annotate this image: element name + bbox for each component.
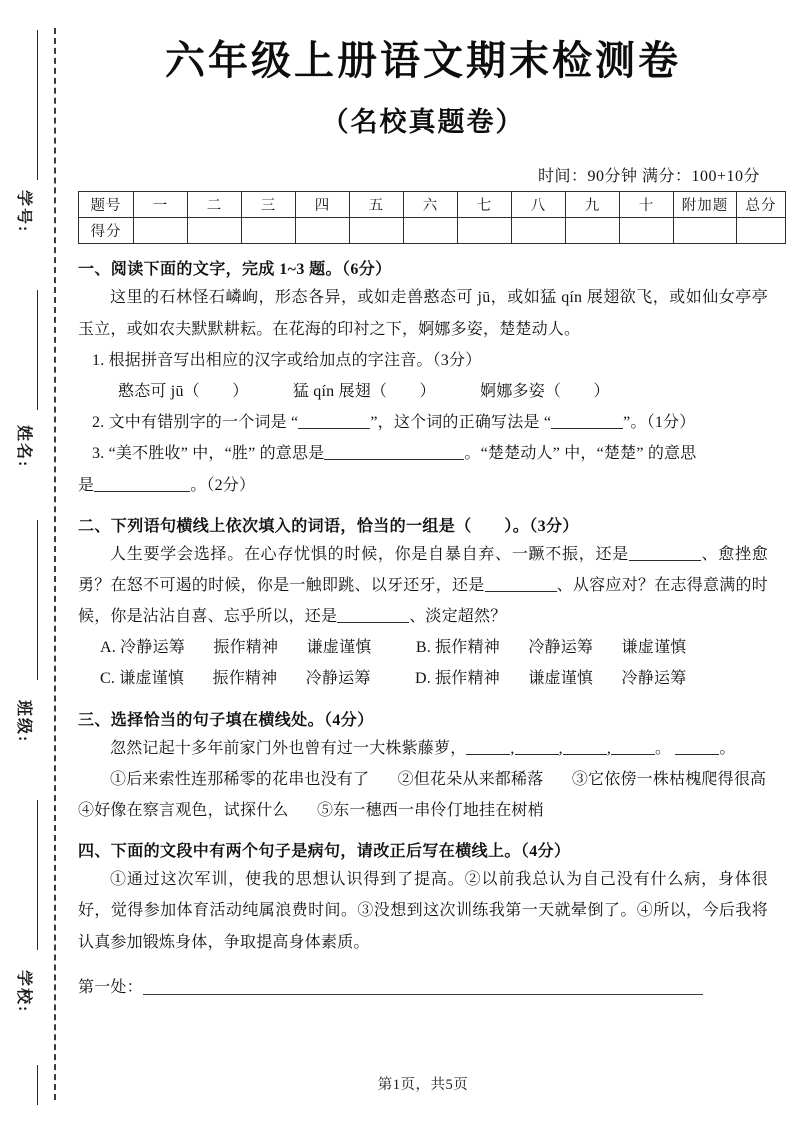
score-table-header-cell: 七 [458, 192, 512, 218]
score-table-header-cell: 二 [188, 192, 242, 218]
section-3-item-3[interactable]: ③它依傍一株枯槐爬得很高 [571, 770, 767, 788]
section-2-option-row-2 [78, 663, 768, 694]
margin-label-student-id: 学号: [15, 190, 32, 234]
section-2-option-row-1 [78, 632, 768, 663]
answer-blank[interactable] [551, 412, 623, 429]
option-b-item-3: 谦虚谨慎 [621, 639, 687, 657]
score-table-row-label: 得分 [79, 218, 134, 244]
option-c-item-2: 振作精神 [212, 670, 278, 688]
margin-label-column [0, 0, 54, 1122]
option-d-letter: D. [414, 670, 431, 688]
score-table-header-cell: 附加题 [674, 192, 737, 218]
section-1-question-3 [78, 438, 768, 469]
pinyin-item[interactable]: 婀娜多姿（ ） [480, 382, 610, 400]
section-1-passage: 这里的石林怪石嶙峋，形态各异，或如走兽憨态可 jū，或如猛 qín 展翅欲飞，或如仙女亭亭玉立，或如农夫默默耕耘。在花海的印衬之下，婀娜多姿，楚楚动人。 [78, 289, 768, 338]
score-input-cell[interactable] [566, 218, 620, 244]
answer-blank[interactable] [611, 738, 655, 755]
option-c-item-3: 冷静运筹 [305, 670, 371, 688]
question-3-part2: 。“楚楚动人” 中，“楚楚” 的意思 [464, 445, 697, 463]
score-table-header-cell: 三 [242, 192, 296, 218]
answer-blank[interactable] [675, 738, 719, 755]
score-table-header-cell: 九 [566, 192, 620, 218]
option-c[interactable] [100, 670, 375, 687]
score-input-cell[interactable] [737, 218, 786, 244]
answer-blank[interactable] [466, 738, 510, 755]
score-table-header-cell: 一 [134, 192, 188, 218]
score-input-cell[interactable] [296, 218, 350, 244]
section-1-question-1-items [78, 376, 768, 407]
section-3-item-4[interactable]: ④好像在察言观色，试探什么 [78, 802, 289, 820]
score-input-cell[interactable] [512, 218, 566, 244]
answer-blank[interactable] [143, 978, 703, 995]
section-2-passage-c: 、从容应对？在志得意满的时候，你是沾沾自喜、忘乎所以，还是 [78, 576, 768, 626]
pinyin-item[interactable]: 憨态可 jū（ ） [118, 382, 249, 400]
question-2-suffix: ”。（1分） [623, 414, 696, 432]
option-d[interactable] [415, 670, 686, 687]
margin-rule-1 [37, 30, 38, 180]
score-input-cell[interactable] [134, 218, 188, 244]
option-a-letter: A. [100, 639, 116, 657]
score-input-cell[interactable] [620, 218, 674, 244]
binding-dashed-line [54, 28, 56, 1100]
score-table-header-cell: 十 [620, 192, 674, 218]
score-input-cell[interactable] [188, 218, 242, 244]
section-3-item-1[interactable]: ①后来索性连那稀零的花串也没有了 [110, 770, 370, 788]
margin-rule-3 [37, 520, 38, 680]
score-input-cell[interactable] [350, 218, 404, 244]
question-3-part4: 。（2分） [190, 476, 256, 494]
option-a-item-3: 谦虚谨慎 [306, 639, 372, 657]
section-2-passage-d: 、淡定超然？ [409, 608, 507, 626]
pinyin-item[interactable]: 猛 qín 展翅（ ） [292, 382, 436, 400]
section-4-heading: 四、下面的文段中有两个句子是病句，请改正后写在横线上。（4分） [78, 843, 571, 861]
option-b-item-2: 冷静运筹 [528, 639, 594, 657]
score-input-cell[interactable] [674, 218, 737, 244]
option-b-item-1: 振作精神 [435, 639, 500, 657]
option-a[interactable] [100, 639, 376, 656]
page-footer: 第1页，共5页 [377, 1077, 469, 1093]
option-d-item-1: 振作精神 [435, 670, 500, 688]
answer-blank[interactable] [94, 475, 190, 492]
answer-blank[interactable] [563, 738, 607, 755]
section-2-passage-a: 人生要学会选择。在心存忧惧的时候，你是自暴自弃、一蹶不振，还是 [110, 545, 630, 563]
question-3-part3: 是 [78, 476, 95, 494]
exam-meta-info: 时间：90分钟 满分：100+10分 [537, 168, 760, 186]
score-table-header-cell: 四 [296, 192, 350, 218]
option-a-item-2: 振作精神 [213, 639, 279, 657]
section-3-item-5[interactable]: ⑤东一穗西一串伶仃地挂在树梢 [317, 802, 544, 820]
answer-blank[interactable] [629, 544, 701, 561]
score-input-cell[interactable] [458, 218, 512, 244]
margin-rule-4 [37, 800, 38, 950]
score-table [78, 191, 786, 244]
option-d-item-3: 冷静运筹 [621, 670, 687, 688]
option-c-letter: C. [100, 670, 116, 688]
option-d-item-2: 谦虚谨慎 [528, 670, 594, 688]
answer-blank[interactable] [298, 412, 370, 429]
section-2-passage-b: 、愈挫愈勇？在怒不可遏的时候，你是一触即跳、以牙还牙，还是 [78, 545, 768, 594]
question-2-mid: ”，这个词的正确写法是 “ [370, 414, 552, 432]
section-1-question-1-label: 1. 根据拼音写出相应的汉字或给加点的字注音。（3分） [92, 351, 482, 369]
answer-blank[interactable] [515, 738, 559, 755]
score-input-cell[interactable] [242, 218, 296, 244]
section-3-item-2[interactable]: ②但花朵从来都稀落 [397, 770, 544, 788]
section-4-answer-label: 第一处： [78, 978, 143, 996]
margin-label-class: 班级: [15, 700, 32, 744]
score-table-header-cell: 五 [350, 192, 404, 218]
section-3-passage-prefix: 忽然记起十多年前家门外也曾有过一大株紫藤萝， [110, 739, 467, 757]
exam-page [78, 0, 777, 1122]
section-3-items-line-2 [78, 795, 768, 826]
section-4-passage: ①通过这次军训，使我的思想认识得到了提高。②以前我总认为自己没有什么病，身体很好，觉得参加体育活动纯属浪费时间。③没想到这次训练我第一天就晕倒了。④所以，今后我将认真参加锻炼身体，争取提高身体素质。 [78, 871, 768, 951]
score-table-header-cell: 六 [404, 192, 458, 218]
question-3-part1: 3. “美不胜收” 中，“胜” 的意思是 [92, 445, 325, 463]
section-1-question-3-cont [78, 470, 768, 501]
option-b-letter: B. [415, 639, 431, 657]
answer-blank[interactable] [485, 575, 557, 592]
score-table-row-label: 题号 [79, 192, 134, 218]
section-4-answer-row [78, 974, 768, 997]
score-table-header-cell: 总分 [737, 192, 786, 218]
section-3-items-line-1 [78, 764, 768, 795]
page-title: 六年级上册语文期末检测卷 [165, 38, 681, 83]
page-subtitle: （名校真题卷） [321, 107, 525, 138]
margin-label-school: 学校: [15, 970, 32, 1014]
answer-blank[interactable] [324, 443, 464, 460]
option-c-item-1: 谦虚谨慎 [119, 670, 185, 688]
section-2-heading: 二、下列语句横线上依次填入的词语，恰当的一组是（ ）。（3分） [78, 517, 579, 535]
section-3-passage: 忽然记起十多年前家门外也曾有过一大株紫藤萝， , , , 。 。 [110, 739, 736, 757]
question-2-prefix: 2. 文中有错别字的一个词是 “ [92, 414, 299, 432]
option-a-item-1: 冷静运筹 [120, 639, 185, 657]
margin-label-name: 姓名: [15, 425, 32, 469]
section-3-heading: 三、选择恰当的句子填在横线处。（4分） [78, 711, 374, 729]
section-3-passage-suffix: 。 [655, 739, 672, 757]
table-row [79, 218, 786, 244]
margin-rule-5 [37, 1065, 38, 1105]
score-table-header-cell: 八 [512, 192, 566, 218]
section-2-passage [78, 539, 768, 633]
score-input-cell[interactable] [404, 218, 458, 244]
answer-blank[interactable] [337, 606, 409, 623]
section-1-question-2 [78, 407, 768, 438]
table-row [79, 192, 786, 218]
option-b[interactable] [416, 639, 687, 656]
section-1-heading: 一、阅读下面的文字，完成 1~3 题。（6分） [78, 261, 392, 279]
margin-rule-2 [37, 290, 38, 410]
